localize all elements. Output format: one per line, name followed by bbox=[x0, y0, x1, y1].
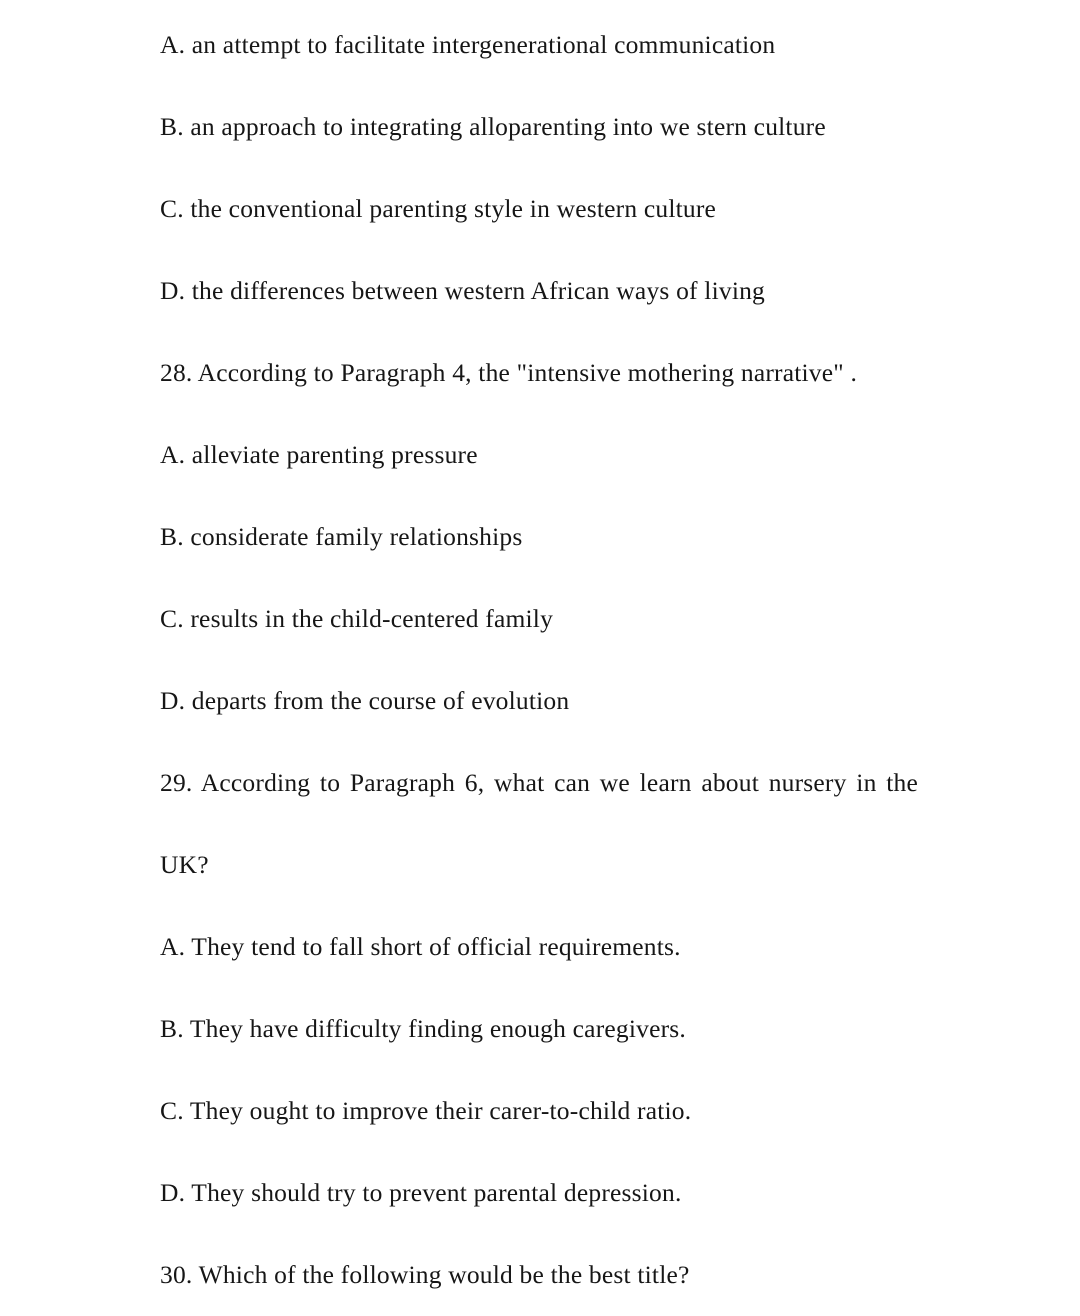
answer-option-29-c: C. They ought to improve their carer-to-child ratio. bbox=[160, 1096, 692, 1125]
answer-option-29-b: B. They have difficulty finding enough caregivers. bbox=[160, 1014, 687, 1043]
answer-option-28-c: C. results in the child-centered family bbox=[160, 604, 554, 633]
answer-option-27-a: A. an attempt to facilitate intergenerational communication bbox=[160, 30, 776, 59]
answer-option-27-d: D. the differences between western African ways of living bbox=[160, 276, 766, 305]
answer-option-28-b: B. considerate family relationships bbox=[160, 522, 523, 551]
answer-option-29-d: D. They should try to prevent parental depression. bbox=[160, 1178, 682, 1207]
answer-option-28-d: D. departs from the course of evolution bbox=[160, 686, 570, 715]
answer-option-27-b: B. an approach to integrating alloparenting into we stern culture bbox=[160, 112, 826, 141]
question-29-stem-line-2: UK? bbox=[160, 850, 209, 879]
answer-option-28-a: A. alleviate parenting pressure bbox=[160, 440, 478, 469]
answer-option-27-c: C. the conventional parenting style in western culture bbox=[160, 194, 717, 223]
document-text-body bbox=[160, 0, 920, 1316]
question-29-stem-line-1: 29. According to Paragraph 6, what can we learn about nursery in the bbox=[160, 768, 918, 797]
question-28-stem: 28. According to Paragraph 4, the "intensive mothering narrative" . bbox=[160, 358, 858, 387]
answer-option-29-a: A. They tend to fall short of official requirements. bbox=[160, 932, 681, 961]
question-30-stem: 30. Which of the following would be the best title? bbox=[160, 1260, 690, 1289]
